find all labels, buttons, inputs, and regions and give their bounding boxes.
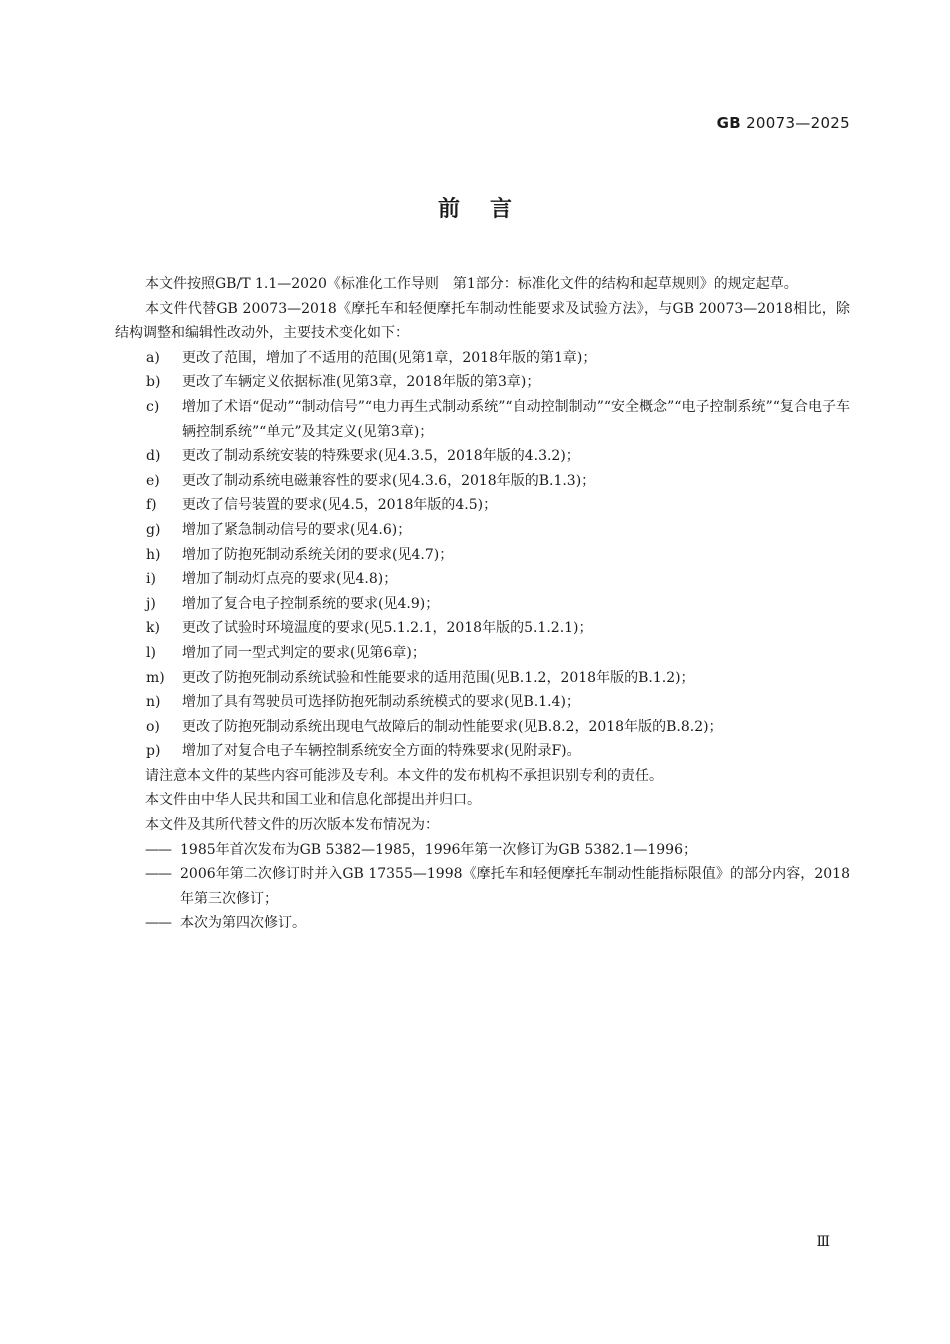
standard-code-prefix: GB <box>716 114 742 132</box>
list-marker: a) <box>146 349 160 366</box>
history-item-text: 本次为第四次修订。 <box>180 915 306 932</box>
list-marker: o) <box>146 718 160 735</box>
list-item <box>115 616 850 641</box>
list-item-text: 增加了具有驾驶员可选择防抱死制动系统模式的要求(见B.1.4)； <box>182 694 580 711</box>
list-item <box>115 493 850 518</box>
list-item-text: 增加了防抱死制动系统关闭的要求(见4.7)； <box>182 546 454 563</box>
list-item <box>115 346 850 371</box>
proposer-statement: 本文件由中华人民共和国工业和信息化部提出并归口。 <box>145 792 481 809</box>
list-item-text: 更改了防抱死制动系统出现电气故障后的制动性能要求(见B.8.2，2018年版的B.8.2)； <box>182 718 723 735</box>
page-title: 前言 <box>437 197 542 222</box>
intro-paragraph-2: 本文件代替GB 20073—2018《摩托车和轻便摩托车制动性能要求及试验方法》，与GB 20073—2018相比，除结构调整和编辑性改动外，主要技术变化如下： <box>115 300 850 342</box>
list-item <box>115 715 850 740</box>
list-item-text: 增加了同一型式判定的要求(见第6章)； <box>182 644 426 661</box>
list-item-text: 增加了对复合电子车辆控制系统安全方面的特殊要求(见附录F)。 <box>182 743 581 760</box>
list-item-text: 更改了车辆定义依据标准(见第3章，2018年版的第3章)； <box>182 374 541 391</box>
history-item <box>115 911 850 936</box>
dash-marker: —— <box>145 866 171 883</box>
list-marker: d) <box>146 448 161 465</box>
list-item-text: 增加了制动灯点亮的要求(见4.8)； <box>182 571 398 588</box>
foreword-body <box>115 272 850 936</box>
page-number: Ⅲ <box>816 1234 830 1250</box>
patent-notice: 请注意本文件的某些内容可能涉及专利。本文件的发布机构不承担识别专利的责任。 <box>145 767 663 784</box>
standard-code-number: 20073—2025 <box>746 114 850 132</box>
list-marker: g) <box>146 521 161 538</box>
list-marker: c) <box>146 398 160 415</box>
history-item-text: 2006年第二次修订时并入GB 17355—1998《摩托车和轻便摩托车制动性能指标限值》的部分内容，2018年第三次修订； <box>180 866 850 907</box>
standard-code <box>717 114 850 132</box>
list-marker: i) <box>146 571 156 588</box>
dash-marker: —— <box>145 841 171 858</box>
dash-marker: —— <box>145 915 171 932</box>
list-item <box>115 739 850 764</box>
history-item-text: 1985年首次发布为GB 5382—1985，1996年第一次修订为GB 5382.1—1996； <box>180 841 697 858</box>
list-marker: b) <box>146 374 161 391</box>
list-item <box>115 469 850 494</box>
history-list <box>115 838 850 936</box>
list-marker: h) <box>146 546 161 563</box>
list-item <box>115 543 850 568</box>
list-marker: e) <box>146 472 160 489</box>
list-item <box>115 518 850 543</box>
history-item <box>115 862 850 911</box>
list-marker: p) <box>146 743 161 760</box>
history-intro: 本文件及其所代替文件的历次版本发布情况为： <box>145 817 439 834</box>
list-item <box>115 370 850 395</box>
list-item-text: 更改了信号装置的要求(见4.5，2018年版的4.5)； <box>182 497 498 514</box>
list-item-text: 增加了紧急制动信号的要求(见4.6)； <box>182 521 412 538</box>
list-item <box>115 395 850 444</box>
list-item <box>115 666 850 691</box>
list-item <box>115 567 850 592</box>
list-marker: n) <box>146 694 161 711</box>
change-list <box>115 346 850 764</box>
list-item <box>115 641 850 666</box>
list-item-text: 增加了术语“促动”“制动信号”“电力再生式制动系统”“自动控制制动”“安全概念”“电子控制系统”“复合电子车辆控制系统”“单元”及其定义(见第3章)； <box>182 398 850 440</box>
history-item <box>115 838 850 863</box>
list-item <box>115 690 850 715</box>
list-item-text: 更改了试验时环境温度的要求(见5.1.2.1，2018年版的5.1.2.1)； <box>182 620 593 637</box>
intro-paragraph-1: 本文件按照GB/T 1.1—2020《标准化工作导则 第1部分：标准化文件的结构和起草规则》的规定起草。 <box>145 276 798 292</box>
list-item-text: 更改了防抱死制动系统试验和性能要求的适用范围(见B.1.2，2018年版的B.1.2)； <box>182 669 695 686</box>
list-item <box>115 444 850 469</box>
list-item-text: 更改了制动系统电磁兼容性的要求(见4.3.6，2018年版的B.1.3)； <box>182 472 596 489</box>
list-item-text: 更改了制动系统安装的特殊要求(见4.3.5，2018年版的4.3.2)； <box>182 448 580 465</box>
list-item <box>115 592 850 617</box>
list-marker: k) <box>146 620 160 637</box>
list-item-text: 增加了复合电子控制系统的要求(见4.9)； <box>182 595 440 612</box>
list-marker: l) <box>146 644 156 661</box>
list-marker: m) <box>146 669 165 686</box>
list-marker: f) <box>146 497 157 514</box>
list-item-text: 更改了范围，增加了不适用的范围(见第1章，2018年版的第1章)； <box>182 349 597 366</box>
list-marker: j) <box>146 595 156 612</box>
